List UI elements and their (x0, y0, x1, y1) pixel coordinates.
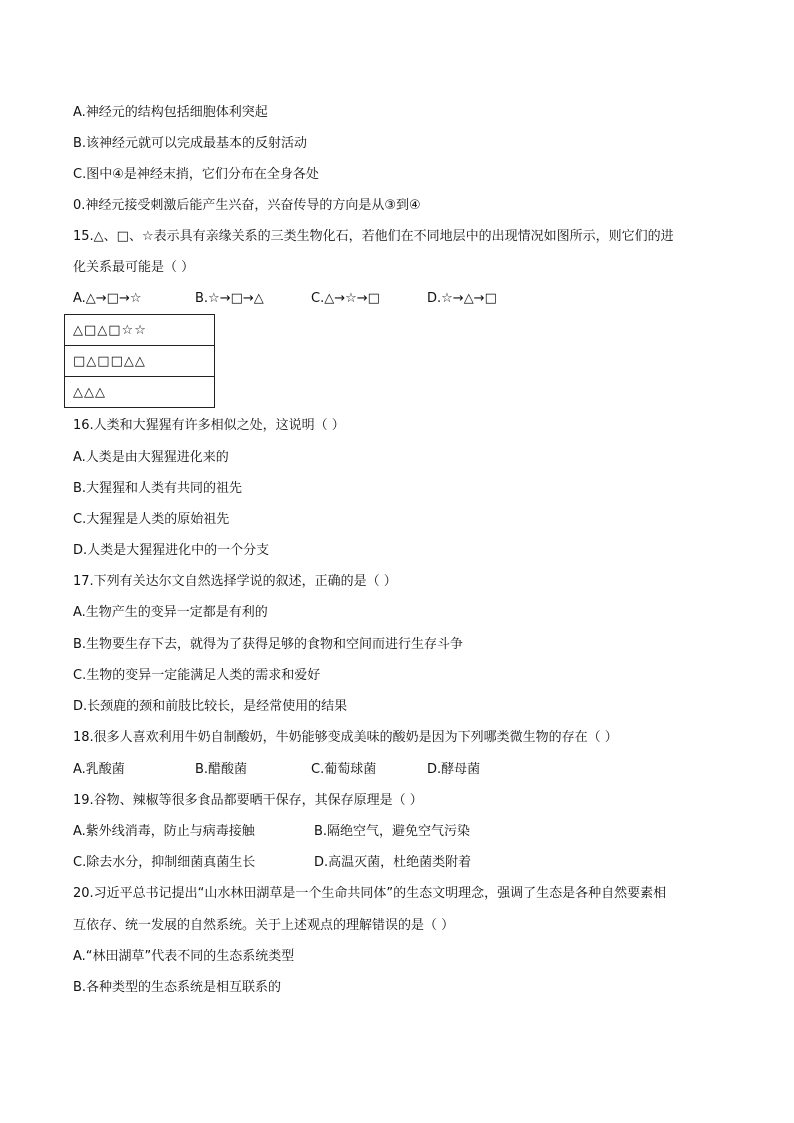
q20-option-b: B.各种类型的生态系统是相互联系的 (73, 980, 282, 995)
q16-option-b: B.大猩猩和人类有共同的祖先 (73, 481, 243, 496)
q17-option-b: B.生物要生存下去，就得为了获得足够的食物和空间而进行生存斗争 (73, 637, 464, 652)
q15-option-b: B.☆→□→△ (195, 291, 264, 306)
prev-option-d: 0.神经元接受刺激后能产生兴奋，兴奋传导的方向是从③到④ (73, 198, 421, 213)
q17-option-d: D.长颈鹿的颈和前肢比较长，是经常使用的结果 (73, 699, 348, 714)
q18-stem: 18.很多人喜欢利用牛奶自制酸奶，牛奶能够变成美味的酸奶是因为下列哪类微生物的存在（ ） (73, 730, 618, 745)
prev-option-c: C.图中④是神经末捎，它们分布在全身各处 (73, 167, 319, 182)
prev-option-a: A.神经元的结构包括细胞体利突起 (73, 105, 268, 120)
q16-stem: 16.人类和大猩猩有许多相似之处，这说明（ ） (73, 418, 345, 433)
q17-option-a: A.生物产生的变异一定都是有利的 (73, 605, 268, 620)
table-row (65, 346, 215, 377)
q20-stem-line2: 互依存、统一发展的自然系统。关于上述观点的理解错误的是（ ） (73, 918, 455, 933)
table-row (65, 377, 215, 408)
table-row (65, 315, 215, 346)
q16-option-a: A.人类是由大猩猩进化来的 (73, 450, 229, 465)
q17-option-c: C.生物的变异一定能满足人类的需求和爱好 (73, 668, 321, 683)
stratum-bottom: △△△ (65, 377, 215, 408)
q20-option-a: A.“林田湖草”代表不同的生态系统类型 (73, 949, 295, 964)
prev-option-b: B.该神经元就可以完成最基本的反射活动 (73, 136, 308, 151)
q15-option-a: A.△→□→☆ (73, 291, 142, 306)
q19-option-c: C.除去水分，抑制细菌真菌生长 (73, 855, 256, 870)
q18-option-c: C.葡萄球菌 (311, 762, 377, 777)
q18-option-a: A.乳酸菌 (73, 762, 125, 777)
q15-stem-line2: 化关系最可能是（ ） (73, 260, 195, 275)
stratum-middle: □△□□△△ (65, 346, 215, 377)
q15-option-d: D.☆→△→□ (427, 291, 497, 306)
q19-option-b: B.隔绝空气，避免空气污染 (314, 824, 471, 839)
q16-option-d: D.人类是大猩猩进化中的一个分支 (73, 543, 270, 558)
q17-stem: 17.下列有关达尔文自然选择学说的叙述，正确的是（ ） (73, 574, 397, 589)
q18-option-d: D.酵母菌 (427, 762, 481, 777)
q20-stem-line1: 20.习近平总书记提出“山水林田湖草是一个生命共同体”的生态文明理念，强调了生态是各种自然要素相 (73, 886, 667, 901)
fossil-strata-table (64, 314, 215, 408)
q19-option-a: A.紫外线消毒，防止与病毒接触 (73, 824, 255, 839)
q18-option-b: B.醋酸菌 (195, 762, 248, 777)
q15-option-c: C.△→☆→□ (311, 291, 380, 306)
q15-stem-line1: 15.△、□、☆表示具有亲缘关系的三类生物化石，若他们在不同地层中的出现情况如图所示，则它们的进 (73, 229, 674, 244)
q19-option-d: D.高温灭菌，杜绝菌类附着 (314, 855, 472, 870)
q16-option-c: C.大猩猩是人类的原始祖先 (73, 512, 230, 527)
stratum-top: △□△□☆☆ (65, 315, 215, 346)
q19-stem: 19.谷物、辣椒等很多食品都要晒干保存，其保存原理是（ ） (73, 793, 423, 808)
